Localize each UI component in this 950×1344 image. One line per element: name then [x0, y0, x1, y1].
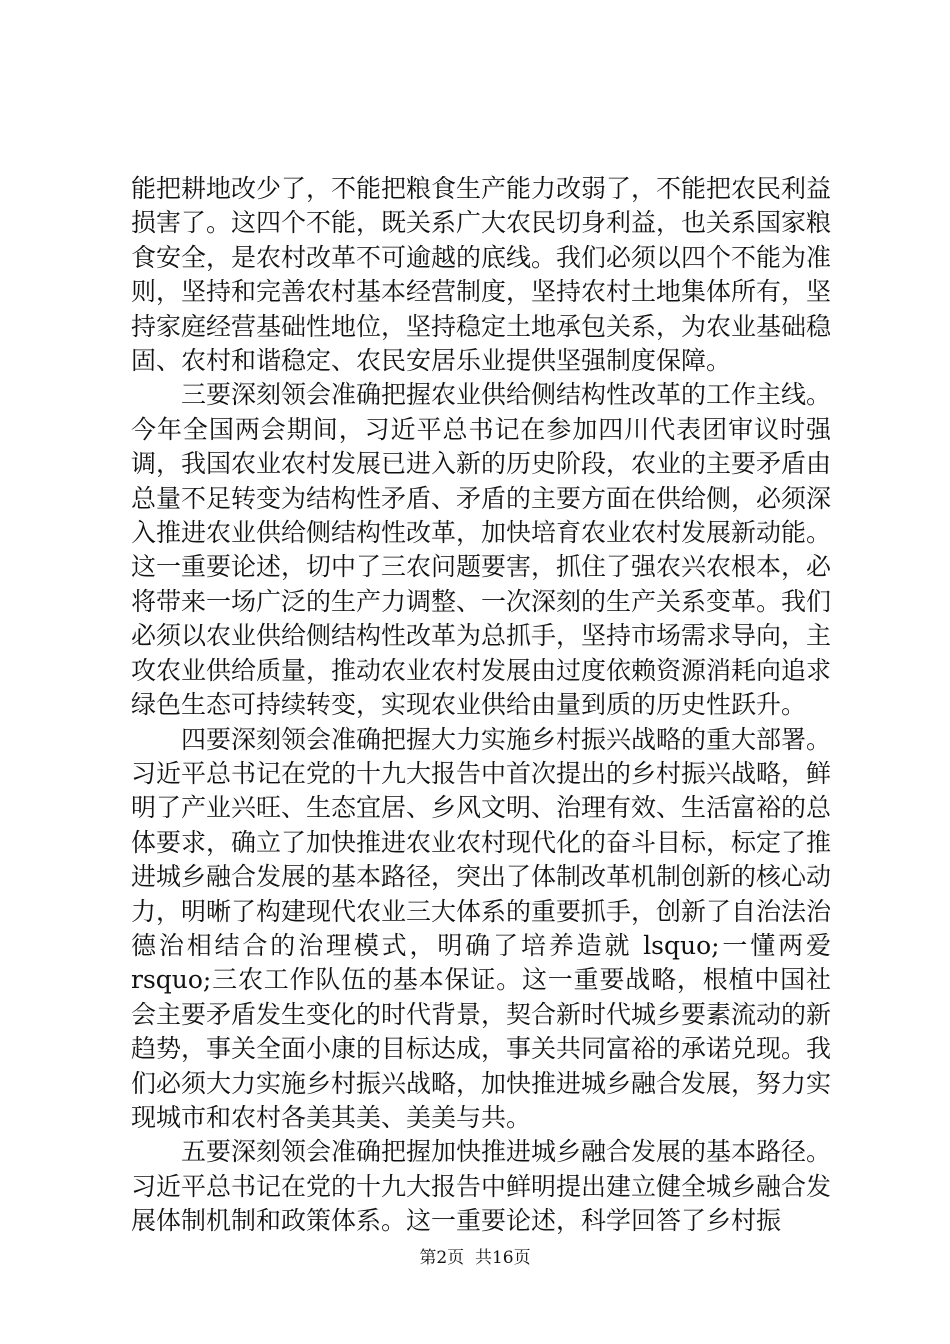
document-body [131, 172, 831, 1239]
paragraph-2: 三要深刻领会准确把握农业供给侧结构性改革的工作主线。今年全国两会期间，习近平总书记在参加四川代表团审议时强调，我国农业农村发展已进入新的历史阶段，农业的主要矛盾由总量不足转变为结构性矛盾、矛盾的主要方面在供给侧，必须深入推进农业供给侧结构性改革，加快培育农业农村发展新动能。这一重要论述，切中了三农问题要害，抓住了强农兴农根本，必将带来一场广泛的生产力调整、一次深刻的生产关系变革。我们必须以农业供给侧结构性改革为总抓手，坚持市场需求导向，主攻农业供给质量，推动农业农村发展由过度依赖资源消耗向追求绿色生态可持续转变，实现农业供给由量到质的历史性跃升。 [131, 380, 832, 720]
paragraph-1: 能把耕地改少了，不能把粮食生产能力改弱了，不能把农民利益损害了。这四个不能，既关系广大农民切身利益，也关系国家粮食安全，是农村改革不可逾越的底线。我们必须以四个不能为准则，坚持和完善农村基本经营制度，坚持农村土地集体所有，坚持家庭经营基础性地位，坚持稳定土地承包关系，为农业基础稳固、农村和谐稳定、农民安居乐业提供坚强制度保障。 [131, 174, 832, 376]
paragraph-3: 四要深刻领会准确把握大力实施乡村振兴战略的重大部署。习近平总书记在党的十九大报告中首次提出的乡村振兴战略，鲜明了产业兴旺、生态宜居、乡风文明、治理有效、生活富裕的总体要求，确立了加快推进农业农村现代化的奋斗目标，标定了推进城乡融合发展的基本路径，突出了体制改革机制创新的核心动力，明晰了构建现代农业三大体系的重要抓手，创新了自治法治德治相结合的治理模式，明确了培养造就 lsquo;一懂两爱 rsquo;三农工作队伍的基本保证。这一重要战略，根植中国社会主要矛盾发生变化的时代背景，契合新时代城乡要素流动的新趋势，事关全面小康的目标达成，事关共同富裕的承诺兑现。我们必须大力实施乡村振兴战略，加快推进城乡融合发展，努力实现城市和农村各美其美、美美与共。 [131, 724, 832, 1132]
page-footer: 第2页 共16页 [419, 1248, 531, 1268]
paragraph-4: 五要深刻领会准确把握加快推进城乡融合发展的基本路径。习近平总书记在党的十九大报告中鲜明提出建立健全城乡融合发展体制机制和政策体系。这一重要论述，科学回答了乡村振 [131, 1137, 832, 1236]
